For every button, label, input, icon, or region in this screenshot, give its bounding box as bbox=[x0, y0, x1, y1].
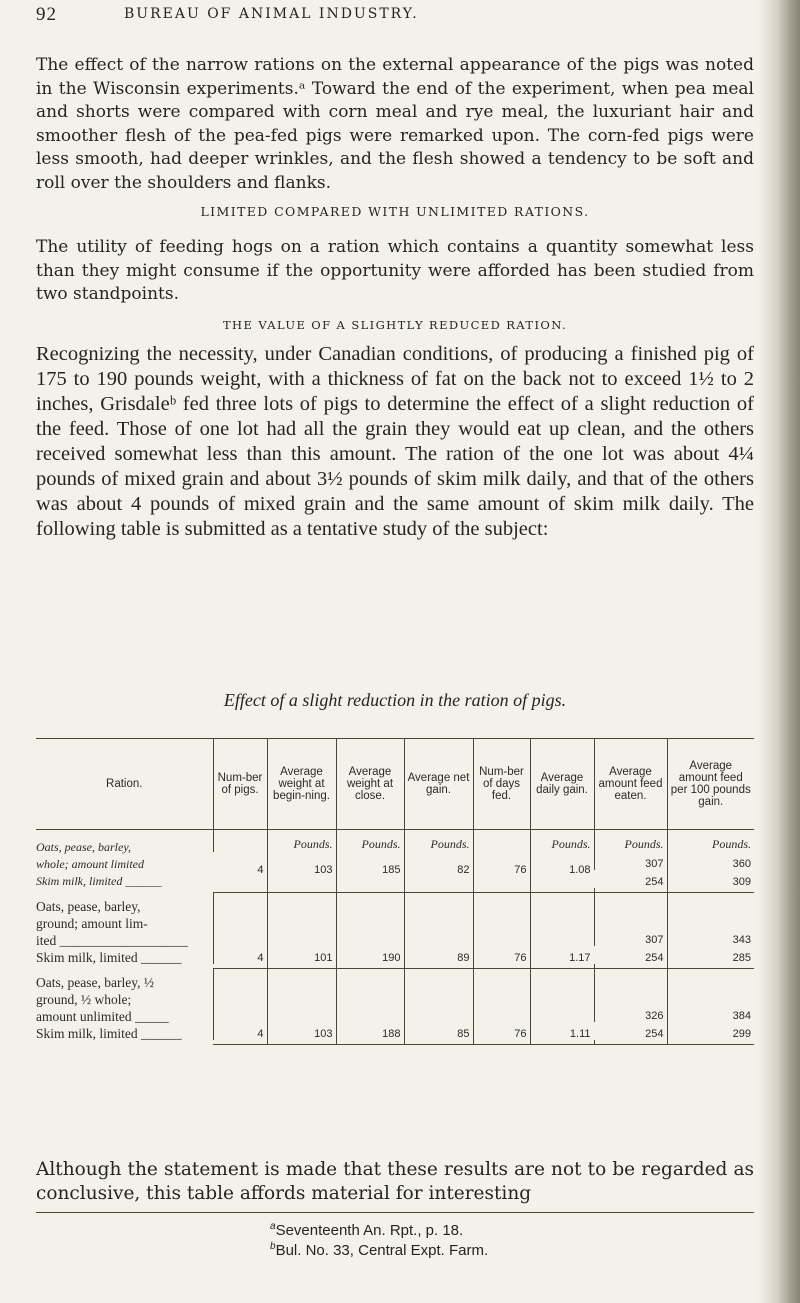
num-days-cell: 76 bbox=[473, 892, 530, 964]
paragraph-grisdale-experiment: Recognizing the necessity, under Canadian conditions, of producing a finished pig of 175 to 190 pounds weight, with a thickness of fat on the back not to exceed 1½ to 2 inches, Grisdaleᵇ fed three lots of pigs to determine the effect of a slight reduction of the feed. Those of one lot had all the grain they would eat up clean, and the others received somewhat less than this amount. The ration of the one lot was about 4¼ pounds of mixed grain and about 3½ pounds of skim milk daily, and that of the others was about 4 pounds of mixed grain and the same amount of skim milk daily. The following table is submitted as a tentative study of the subject: bbox=[36, 343, 754, 540]
net-gain-cell: 89 bbox=[404, 892, 473, 964]
feed-per-100-milk-cell: 285 bbox=[667, 946, 754, 964]
col-header-feed-per-100: Average amount feed per 100 pounds gain. bbox=[667, 739, 754, 830]
page-edge-shadow bbox=[758, 0, 800, 1303]
ration-text: Oats, pease, barley, bbox=[36, 840, 131, 854]
daily-gain-cell: 1.08 bbox=[530, 852, 594, 888]
paragraph-conclusion: Although the statement is made that these results are not to be regarded as conclusive, this table affords material for interesting bbox=[36, 1159, 754, 1204]
num-days-cell: 76 bbox=[473, 852, 530, 888]
unit-cell: Pounds. bbox=[336, 830, 404, 853]
daily-gain-cell: 1.17 bbox=[530, 892, 594, 964]
net-gain-cell: 85 bbox=[404, 968, 473, 1040]
unit-cell: Pounds. bbox=[667, 830, 754, 853]
feed-per-100-grain-cell: 360 bbox=[667, 852, 754, 870]
num-pigs-cell: 4 bbox=[213, 892, 267, 964]
units-row bbox=[36, 830, 754, 853]
ration-text: Oats, pease, barley, ½ bbox=[36, 975, 154, 990]
ration-text: ited bbox=[36, 933, 57, 948]
weight-begin-cell: 103 bbox=[267, 852, 336, 888]
ration-text: whole; amount limited bbox=[36, 857, 144, 871]
ration-text: amount unlimited bbox=[36, 1009, 132, 1024]
feed-eaten-milk-cell: 254 bbox=[645, 1027, 664, 1040]
section-heading-limited-rations: LIMITED COMPARED WITH UNLIMITED RATIONS. bbox=[200, 204, 590, 219]
feed-per-100-milk-cell: 299 bbox=[667, 1022, 754, 1040]
paragraph-utility-feeding: The utility of feeding hogs on a ration which contains a quantity somewhat less than they might consume if the opportunity were afforded has been studied from two standpoints. bbox=[36, 237, 754, 304]
col-header-daily-gain: Average daily gain. bbox=[530, 739, 594, 830]
feed-eaten-grain-cell: 307 bbox=[594, 892, 667, 946]
weight-begin-cell: 101 bbox=[267, 892, 336, 964]
ration-text: ground, ½ whole; bbox=[36, 992, 132, 1007]
ration-text: ground; amount lim- bbox=[36, 916, 148, 931]
feed-per-100-grain-cell: 384 bbox=[667, 968, 754, 1022]
feed-eaten-grain-cell: 326 bbox=[594, 968, 667, 1022]
ration-results-table bbox=[36, 738, 754, 1045]
footnote-mark: b bbox=[270, 1241, 276, 1252]
feed-per-100-grain-cell: 343 bbox=[667, 892, 754, 946]
num-pigs-cell: 4 bbox=[257, 864, 264, 876]
col-header-num-pigs: Num-ber of pigs. bbox=[213, 739, 267, 830]
footnote-text: Bul. No. 33, Central Expt. Farm. bbox=[275, 1242, 489, 1259]
net-gain-cell: 82 bbox=[404, 852, 473, 888]
footnote-b bbox=[270, 1242, 488, 1259]
col-header-num-days: Num-ber of days fed. bbox=[473, 739, 530, 830]
feed-per-100-milk-cell: 309 bbox=[667, 870, 754, 888]
ration-text: Oats, pease, barley, bbox=[36, 899, 141, 914]
ration-cell-1: Oats, pease, barley, whole; amount limited Skim milk, limited ______ bbox=[36, 830, 213, 893]
footnote-rule bbox=[36, 1212, 754, 1213]
feed-eaten-milk-cell: 254 bbox=[645, 951, 664, 964]
ration-text: Skim milk, limited bbox=[36, 1026, 138, 1041]
ration-cell-3: Oats, pease, barley, ½ ground, ½ whole; amount unlimited _____ Skim milk, limited ______ bbox=[36, 968, 213, 1044]
unit-cell bbox=[473, 830, 530, 853]
col-header-net-gain: Average net gain. bbox=[404, 739, 473, 830]
ration-cell-2: Oats, pease, barley, ground; amount lim- ited ___________________ Skim milk, limited ______ bbox=[36, 892, 213, 968]
weight-close-cell: 185 bbox=[336, 852, 404, 888]
table-caption: Effect of a slight reduction in the ration of pigs. bbox=[223, 690, 567, 710]
feed-eaten-milk-cell: 254 bbox=[645, 876, 664, 888]
unit-cell: Pounds. bbox=[267, 830, 336, 853]
running-header bbox=[36, 4, 740, 28]
running-title: BUREAU OF ANIMAL INDUSTRY. bbox=[124, 6, 419, 22]
daily-gain-cell: 1.11 bbox=[530, 968, 594, 1040]
footnote-text: Seventeenth An. Rpt., p. 18. bbox=[275, 1222, 464, 1239]
num-pigs-cell: 4 bbox=[213, 968, 267, 1040]
col-header-weight-close: Average weight at close. bbox=[336, 739, 404, 830]
unit-cell: Pounds. bbox=[594, 830, 667, 853]
weight-close-cell: 188 bbox=[336, 968, 404, 1040]
table-row bbox=[36, 968, 754, 1022]
ration-text: Skim milk, limited bbox=[36, 874, 123, 888]
subsection-heading-reduced-ration: THE VALUE OF A SLIGHTLY REDUCED RATION. bbox=[222, 318, 568, 332]
ration-text: Skim milk, limited bbox=[36, 950, 138, 965]
unit-cell bbox=[213, 830, 267, 853]
footnote-a bbox=[270, 1222, 463, 1239]
feed-eaten-grain-cell: 307 bbox=[594, 852, 667, 870]
paragraph-pig-appearance: The effect of the narrow rations on the external appearance of the pigs was noted in the Wisconsin experiments.ᵃ Toward the end of the experiment, when pea meal and shorts were compared with corn meal and rye meal, the luxuriant hair and smoother flesh of the pea-fed pigs were remarked upon. The corn-fed pigs were less smooth, had deeper wrinkles, and the flesh showed a tendency to be soft and roll over the shoulders and flanks. bbox=[36, 55, 754, 193]
unit-cell: Pounds. bbox=[404, 830, 473, 853]
weight-begin-cell: 103 bbox=[267, 968, 336, 1040]
col-header-feed-eaten: Average amount feed eaten. bbox=[594, 739, 667, 830]
col-header-weight-begin: Average weight at begin-ning. bbox=[267, 739, 336, 830]
footnote-mark: a bbox=[270, 1221, 276, 1232]
unit-cell: Pounds. bbox=[530, 830, 594, 853]
num-days-cell: 76 bbox=[473, 968, 530, 1040]
table-row bbox=[36, 892, 754, 946]
weight-close-cell: 190 bbox=[336, 892, 404, 964]
table-header-row bbox=[36, 739, 754, 830]
page-number: 92 bbox=[36, 4, 57, 25]
col-header-ration: Ration. bbox=[106, 778, 143, 790]
